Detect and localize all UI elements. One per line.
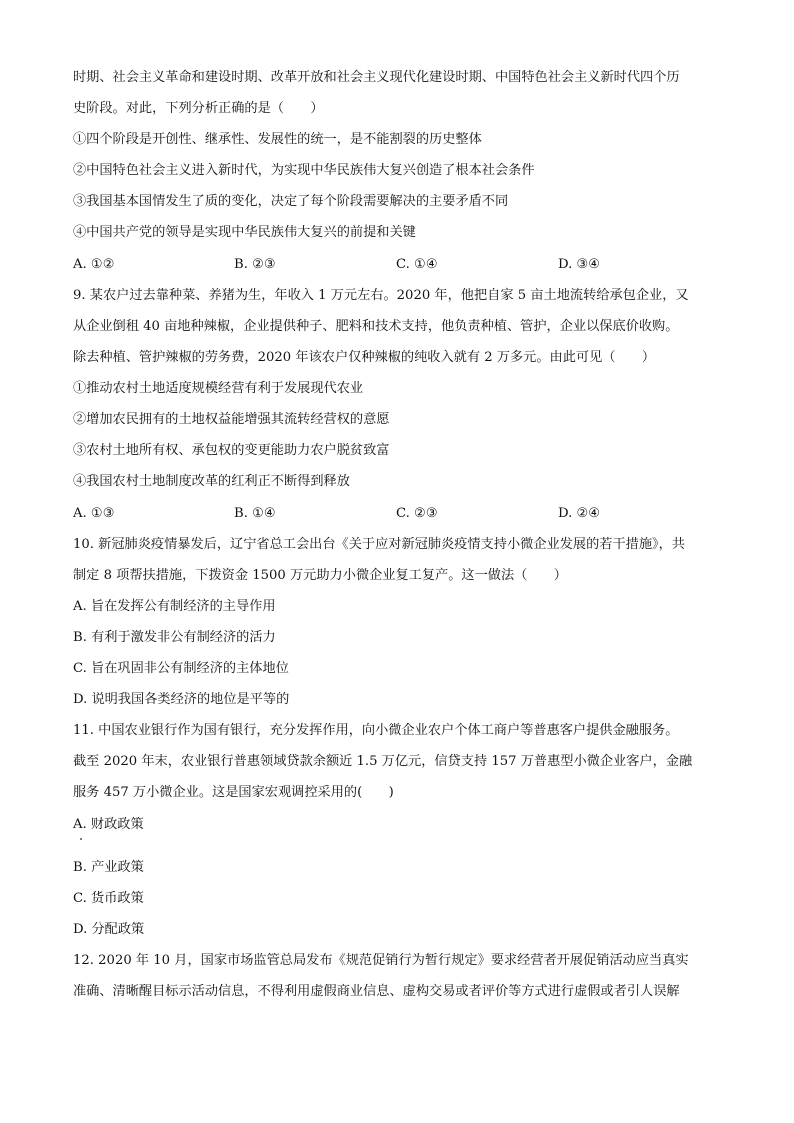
q9-option-b[interactable]: B. ①④ — [234, 506, 276, 521]
q8-statement-1: ①四个阶段是开创性、继承性、发展性的统一，是不能割裂的历史整体 — [73, 132, 482, 147]
q10-choice-d[interactable]: D. 说明我国各类经济的地位是平等的 — [73, 692, 290, 707]
q10-choice-c[interactable]: C. 旨在巩固非公有制经济的主体地位 — [73, 661, 289, 676]
q9-stem-line-3: 除去种植、管护辣椒的劳务费，2020 年该农户仅种辣椒的纯收入就有 2 万多元。由此可见（ ） — [73, 350, 656, 365]
q8-statement-3: ③我国基本国情发生了质的变化，决定了每个阶段需要解决的主要矛盾不同 — [73, 194, 509, 209]
q12-stem-line-1: 12. 2020 年 10 月，国家市场监管总局发布《规范促销行为暂行规定》要求经营者开展促销活动应当真实 — [73, 953, 689, 968]
q8-option-b[interactable]: B. ②③ — [234, 257, 276, 272]
q8-option-c[interactable]: C. ①④ — [396, 257, 438, 272]
q11-choice-b[interactable]: B. 产业政策 — [73, 860, 144, 875]
q8-statement-4: ④中国共产党的领导是实现中华民族伟大复兴的前提和关键 — [73, 225, 416, 240]
q8-stem-line-2: 史阶段。对此，下列分析正确的是（ ） — [73, 101, 324, 116]
q9-stem-line-2: 从企业倒租 40 亩地种辣椒，企业提供种子、肥料和技术支持，他负责种植、管护，企业以保底价收购。 — [73, 319, 679, 334]
stray-mark — [80, 838, 82, 840]
q9-statement-1: ①推动农村土地适度规模经营有利于发展现代农业 — [73, 381, 364, 396]
q11-stem-line-1: 11. 中国农业银行作为国有银行，充分发挥作用，向小微企业农户个体工商户等普惠客户提供金融服务。 — [73, 723, 679, 738]
q9-statement-4: ④我国农村土地制度改革的红利正不断得到释放 — [73, 474, 350, 489]
q8-stem-line-1: 时期、社会主义革命和建设时期、改革开放和社会主义现代化建设时期、中国特色社会主义新时代四个历 — [73, 70, 680, 85]
q8-options — [73, 255, 733, 275]
q9-statement-3: ③农村土地所有权、承包权的变更能助力农户脱贫致富 — [73, 443, 390, 458]
q11-choice-a[interactable]: A. 财政政策 — [73, 817, 144, 832]
q11-stem-line-2: 截至 2020 年末，农业银行普惠领域贷款余额近 1.5 万亿元，信贷支持 157 万普惠型小微企业客户，金融 — [73, 754, 693, 769]
q10-stem-line-2: 制定 8 项帮扶措施，下拨资金 1500 万元助力小微企业复工复产。这一做法（ ） — [73, 568, 567, 583]
q9-option-d[interactable]: D. ②④ — [558, 506, 601, 521]
q9-options — [73, 504, 733, 524]
q9-option-a[interactable]: A. ①③ — [73, 506, 115, 521]
q11-choice-c[interactable]: C. 货币政策 — [73, 891, 144, 906]
q8-option-d[interactable]: D. ③④ — [558, 257, 601, 272]
q10-stem-line-1: 10. 新冠肺炎疫情暴发后，辽宁省总工会出台《关于应对新冠肺炎疫情支持小微企业发展的若干措施》，共 — [73, 537, 685, 552]
q10-choice-a[interactable]: A. 旨在发挥公有制经济的主导作用 — [73, 599, 276, 614]
q9-option-c[interactable]: C. ②③ — [396, 506, 438, 521]
q11-stem-line-3: 服务 457 万小微企业。这是国家宏观调控采用的( ) — [73, 785, 394, 800]
q9-stem-line-1: 9. 某农户过去靠种菜、养猪为生，年收入 1 万元左右。2020 年，他把自家 5 亩土地流转给承包企业，又 — [73, 288, 689, 303]
q11-choice-d[interactable]: D. 分配政策 — [73, 922, 145, 937]
q12-stem-line-2: 准确、清晰醒目标示活动信息，不得利用虚假商业信息、虚构交易或者评价等方式进行虚假或者引人误解 — [73, 984, 680, 999]
q10-choice-b[interactable]: B. 有利于激发非公有制经济的活力 — [73, 630, 276, 645]
q9-statement-2: ②增加农民拥有的土地权益能增强其流转经营权的意愿 — [73, 412, 390, 427]
q8-statement-2: ②中国特色社会主义进入新时代，为实现中华民族伟大复兴创造了根本社会条件 — [73, 163, 535, 178]
q8-option-a[interactable]: A. ①② — [73, 257, 115, 272]
